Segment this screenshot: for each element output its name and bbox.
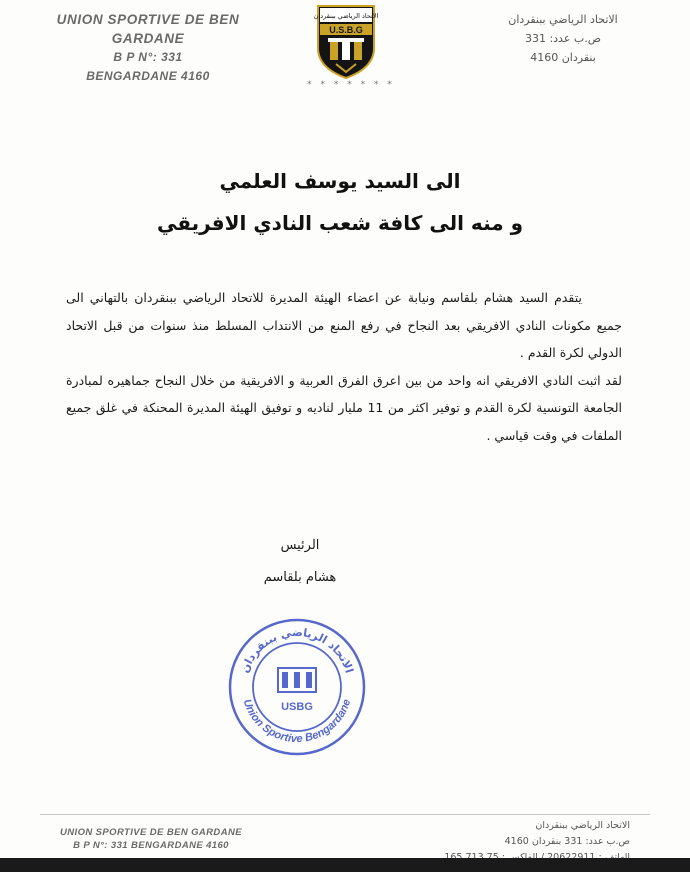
official-stamp xyxy=(226,616,368,758)
header-city-arabic: بنقردان 4160 xyxy=(530,51,596,64)
header-club-name-latin: UNION SPORTIVE DE BEN GARDANE xyxy=(56,12,240,46)
photo-bottom-edge xyxy=(0,858,690,872)
stamp-latin-text: Union Sportive Bengardane xyxy=(240,697,354,746)
footer-latin-address xyxy=(46,826,256,852)
body-paragraph-2: لقد اثبت النادي الافريقي انه واحد من بين اعرق الفرق العربية و الافريقية من خلال النجاح جماهيره لمبادرة الجامعة التونسية لكرة القدم و توفير اكثر من 11 مليار لناديه و توفيق الهيئة المديرة المحنكة في غلق جميع الملفات في وقت قياسي . xyxy=(66,372,622,443)
letter-body xyxy=(66,284,622,449)
footer-divider xyxy=(40,814,650,815)
footer-address-arabic: ص.ب عدد: 331 بنقردان 4160 xyxy=(504,836,630,847)
stamp-arabic-text: الاتحاد الرياضي ببنقردان xyxy=(238,625,356,675)
signature-title: الرئيس xyxy=(280,538,320,553)
header-city-latin: BENGARDANE 4160 xyxy=(86,69,210,83)
logo-letters: U.S.B.G xyxy=(329,25,363,35)
logo-arabic-text: الاتحاد الرياضي ببنقردان xyxy=(314,12,378,20)
footer-club-name-arabic: الاتحاد الرياضي ببنقردان xyxy=(535,820,630,831)
header-latin-address xyxy=(28,10,268,86)
signature-name: هشام بلقاسم xyxy=(263,570,337,585)
header-po-box-arabic: ص.ب عدد: 331 xyxy=(524,32,602,45)
header-stars: * * * * * * * xyxy=(307,80,395,90)
letter-addressee xyxy=(140,160,540,244)
footer-address-latin: B P N°: 331 BENGARDANE 4160 xyxy=(73,840,229,851)
header-club-name-arabic: الاتحاد الرياضي ببنقردان xyxy=(508,13,618,26)
footer-club-name-latin: UNION SPORTIVE DE BEN GARDANE xyxy=(60,827,242,838)
signature-block xyxy=(200,530,400,594)
stamp-center-text: USBG xyxy=(281,701,313,713)
addressee-line-1: الى السيد يوسف العلمي xyxy=(219,169,461,193)
club-crest-logo xyxy=(314,4,378,80)
body-paragraph-1: يتقدم السيد هشام بلقاسم ونيابة عن اعضاء الهيئة المديرة للاتحاد الرياضي ببنقردان بالتهاني الى جميع مكونات النادي الافريقي بعد النجاح في رفع المنع من الانتداب المسلط منذ سنوات من قبل الاتحاد الدولي لكرة القدم . xyxy=(66,290,622,360)
header-po-box-latin: B P N°: 331 xyxy=(113,50,183,64)
header-arabic-address xyxy=(458,10,668,67)
addressee-line-2: و منه الى كافة شعب النادي الافريقي xyxy=(156,211,524,235)
